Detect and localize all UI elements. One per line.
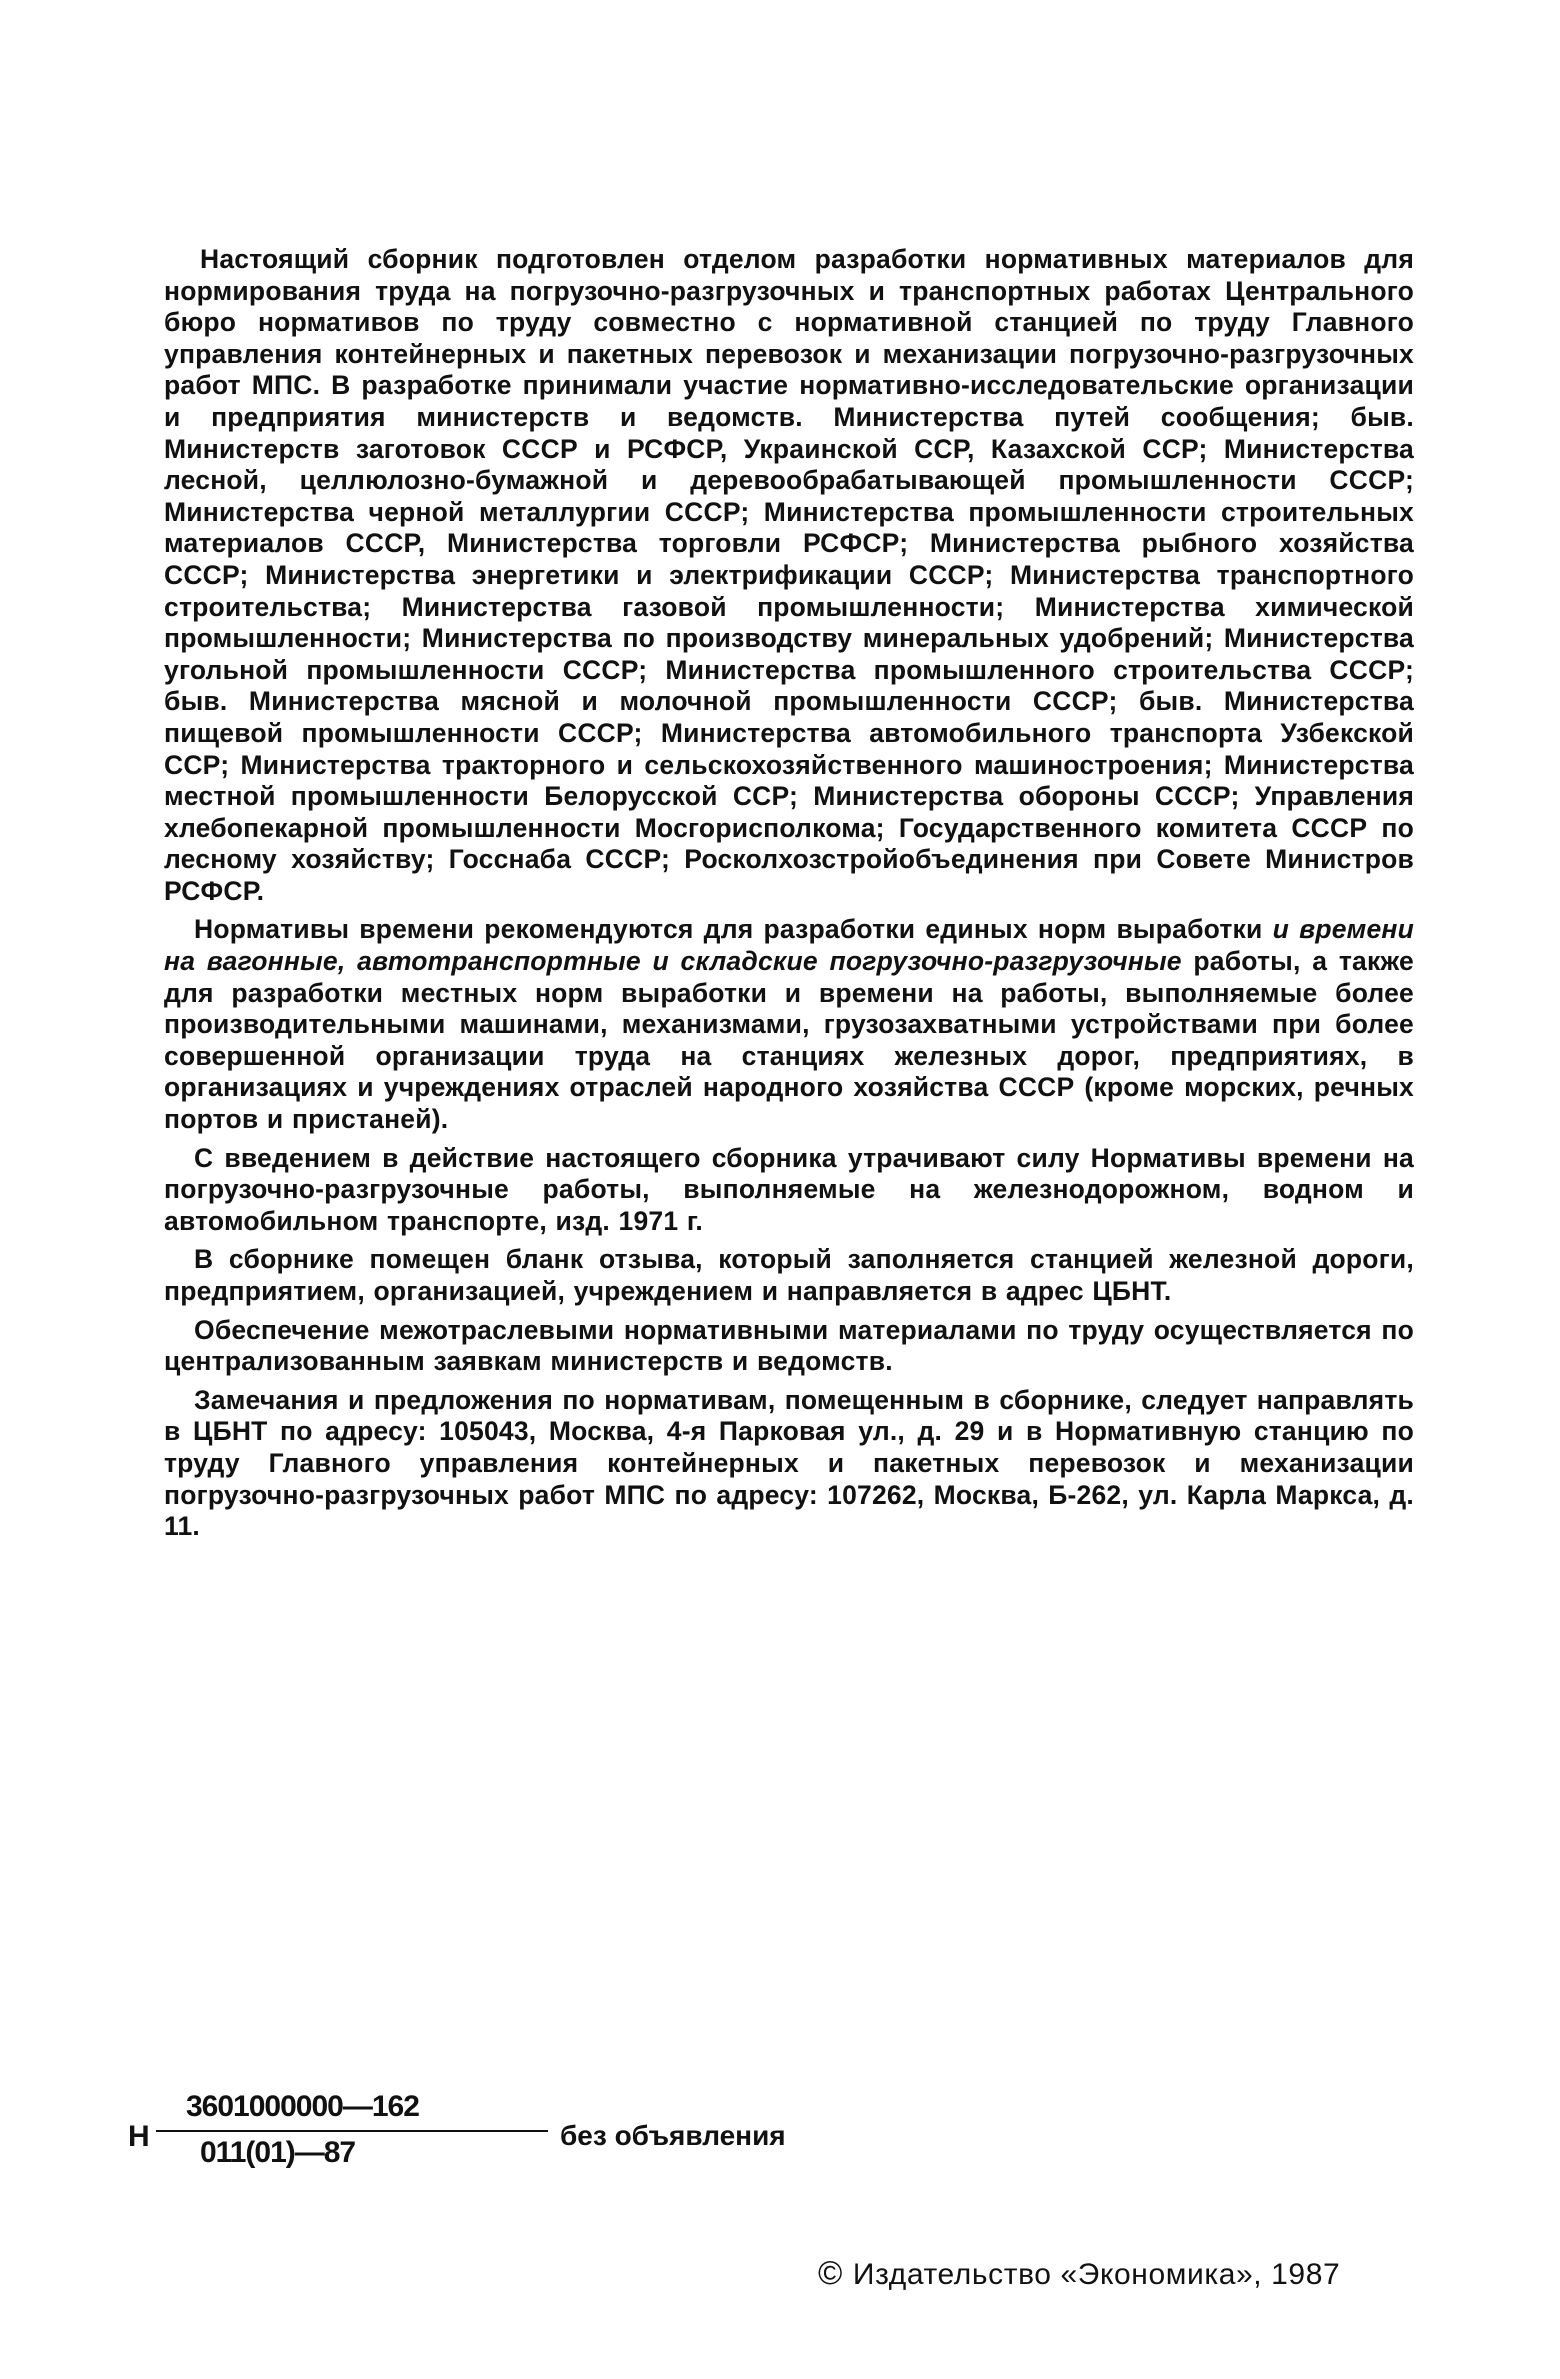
paragraph-feedback-form: В сборнике помещен бланк отзыва, который заполняется станцией железной дороги, предприятием, организацией, учреждением и направляется в адрес ЦБНТ. bbox=[164, 1244, 1414, 1306]
code-note: без объявления bbox=[560, 2120, 786, 2151]
paragraph-supersedes: С введением в действие настоящего сборника утрачивают силу Нормативы времени на погрузочно-разгрузочные работы, выполняемые на железнодорожном, водном и автомобильном транспорте, изд. 1971 г. bbox=[164, 1142, 1414, 1236]
copyright-line bbox=[818, 2254, 1340, 2292]
copyright-icon: © bbox=[818, 2254, 843, 2291]
paragraph-purpose bbox=[164, 914, 1414, 1135]
paragraph-compilers: Настоящий сборник подготовлен отделом разработки нормативных материалов для нормирования труда на погрузочно-разгрузочных и транспортных работах Центрального бюро нормативов по труду совместно с нормативной станцией по труду Главного управления контейнерных и пакетных перевозок и механизации погрузочно-разгрузочных работ МПС. В разработке принимали участие нормативно-исследовательские организации и предприятия министерств и ведомств. Министерства путей сообщения; быв. Министерств заготовок СССР и РСФСР, Украинской ССР, Казахской ССР; Министерства лесной, целлюлозно-бумажной и деревообрабатывающей промышленности СССР; Министерства черной металлургии СССР; Министерства промышленности строительных материалов СССР, Министерства торговли РСФСР; Министерства рыбного хозяйства СССР; Министерства энергетики и электрификации СССР; Министерства транспортного строительства; Министерства газовой промышленности; Министерства химической промышленности; Министерства по производству минеральных удобрений; Министерства угольной промышленности СССР; Министерства промышленного строительства СССР; быв. Министерства мясной и молочной промышленности СССР; быв. Министерства пищевой промышленности СССР; Министерства автомобильного транспорта Узбекской ССР; Министерства тракторного и сельскохозяйственного машиностроения; Министерства местной промышленности Белорусской ССР; Министерства обороны СССР; Управления хлебопекарной промышленности Мосгорисполкома; Государственного комитета СССР по лесному хозяйству; Госснаба СССР; Росколхозстройобъединения при Совете Министров РСФСР. bbox=[164, 244, 1414, 906]
paragraph-purpose-start: Нормативы времени рекомендуются для разработки единых норм выработки bbox=[194, 914, 1273, 945]
paragraph-purpose-italic: и времени на вагонные, автотранспортные и складские погрузочно-разгрузочные bbox=[164, 914, 1414, 977]
code-letter: Н bbox=[128, 2120, 150, 2153]
paragraph-addresses: Замечания и предложения по нормативам, помещенным в сборнике, следует направлять в ЦБНТ по адресу: 105043, Москва, 4-я Парковая ул., д. 29 и в Нормативную станцию по труду Главного управления контейнерных и пакетных перевозок и механизации погрузочно-разгрузочных работ МПС по адресу: 107262, Москва, Б-262, ул. Карла Маркса, д. 11. bbox=[164, 1384, 1414, 1542]
copyright-text: Издательство «Экономика», 1987 bbox=[852, 2258, 1341, 2291]
paragraph-supply: Обеспечение межотраслевыми нормативными материалами по труду осуществляется по централизованным заявкам министерств и ведомств. bbox=[164, 1314, 1414, 1377]
code-fraction-line bbox=[156, 2130, 548, 2132]
body-text bbox=[164, 244, 1414, 1550]
paragraph-purpose-end: работы, а также для разработки местных норм выработки и времени на работы, выполняемые более производительными машинами, механизмами, грузозахватными устройствами при более совершенной организации труда на станциях железных дорог, предприятиях, в организациях и учреждениях отраслей народного хозяйства СССР (кроме морских, речных портов и пристаней). bbox=[164, 946, 1414, 1135]
code-denominator: 011(01)—87 bbox=[200, 2136, 356, 2169]
pricing-code bbox=[128, 2090, 848, 2200]
code-numerator: 3601000000—162 bbox=[186, 2090, 419, 2123]
